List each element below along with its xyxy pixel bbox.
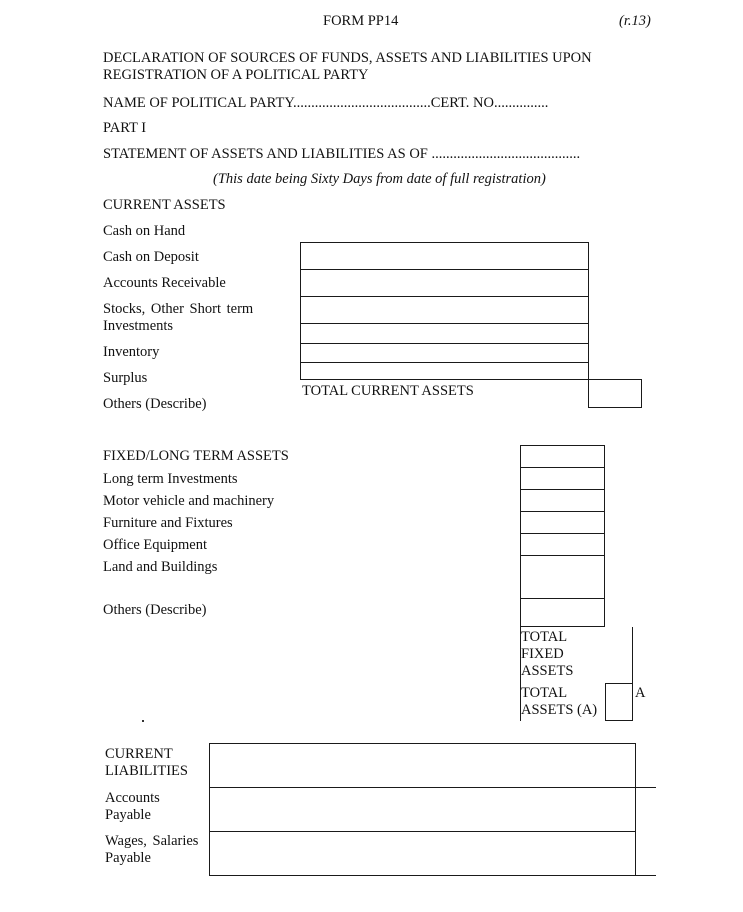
accounts-payable-input[interactable] [210, 788, 635, 831]
motor-vehicle-label: Motor vehicle and machinery [103, 493, 275, 509]
declaration-title-line-2: REGISTRATION OF A POLITICAL PARTY [103, 67, 369, 83]
stocks-label-line-1: Stocks, Other Short term [103, 301, 254, 317]
current-liabilities-input[interactable] [210, 744, 635, 787]
total-fixed-line-1: TOTAL [521, 629, 568, 645]
stocks-input[interactable] [301, 297, 588, 323]
cash-on-hand-label: Cash on Hand [103, 223, 186, 239]
declaration-title-line-1: DECLARATION OF SOURCES OF FUNDS, ASSETS AND LIABILITIES UPON [103, 50, 592, 66]
party-name-label: NAME OF POLITICAL PARTY [103, 95, 293, 111]
current-liabilities-heading-line-1: CURRENT [105, 746, 173, 762]
accounts-receivable-input[interactable] [301, 270, 588, 296]
others-fixed-input[interactable] [521, 599, 604, 626]
wages-payable-input[interactable] [210, 832, 635, 875]
current-liabilities-heading-line-2: LIABILITIES [105, 763, 188, 779]
fixed-assets-heading: FIXED/LONG TERM ASSETS [103, 448, 289, 464]
accounts-receivable-label: Accounts Receivable [103, 275, 226, 291]
others-current-input[interactable] [301, 363, 588, 379]
cert-no-dots: ............... [494, 95, 549, 111]
total-fixed-assets-input[interactable] [606, 627, 632, 683]
land-buildings-label: Land and Buildings [103, 559, 218, 575]
total-current-assets-label: TOTAL CURRENT ASSETS [302, 383, 474, 399]
stocks-label-line-2: Investments [103, 318, 174, 334]
rule-reference: (r.13) [619, 13, 651, 29]
total-fixed-line-3: ASSETS [521, 663, 574, 679]
wages-payable-line-1: Wages, Salaries [105, 833, 199, 849]
office-equipment-label: Office Equipment [103, 537, 208, 553]
total-assets-line-2: ASSETS (A) [521, 702, 598, 718]
statement-dots: ......................................... [431, 146, 581, 162]
total-fixed-line-2: FIXED [521, 646, 564, 662]
total-assets-line-1: TOTAL [521, 685, 568, 701]
party-name-dots: ...................................... [292, 95, 431, 111]
total-assets-input[interactable] [605, 683, 633, 721]
others-current-label: Others (Describe) [103, 396, 207, 412]
furniture-label: Furniture and Fixtures [103, 515, 233, 531]
grid-divider [636, 875, 656, 876]
long-term-investments-input[interactable] [521, 468, 604, 489]
accounts-payable-line-2: Payable [105, 807, 151, 823]
total-current-assets-input[interactable] [588, 379, 642, 408]
surplus-input[interactable] [301, 344, 588, 362]
statement-label: STATEMENT OF ASSETS AND LIABILITIES AS OF [103, 146, 428, 162]
cert-no-label: CERT. NO [430, 95, 494, 111]
furniture-input[interactable] [521, 512, 604, 533]
cash-on-deposit-input[interactable] [301, 243, 588, 269]
long-term-investments-label: Long term Investments [103, 471, 238, 487]
surplus-label: Surplus [103, 370, 148, 386]
cash-on-deposit-label: Cash on Deposit [103, 249, 199, 265]
total-assets-marker: A [635, 685, 646, 701]
date-note: (This date being Sixty Days from date of full registration) [213, 171, 546, 187]
print-speck [142, 720, 144, 722]
wages-payable-line-2: Payable [105, 850, 151, 866]
statement-date-field[interactable] [103, 146, 580, 162]
land-buildings-input[interactable] [521, 556, 604, 598]
others-fixed-label: Others (Describe) [103, 602, 207, 618]
accounts-payable-line-1: Accounts [105, 790, 160, 806]
party-name-field[interactable] [103, 95, 548, 111]
part-label: PART I [103, 120, 147, 136]
current-assets-heading: CURRENT ASSETS [103, 197, 226, 213]
motor-vehicle-input[interactable] [521, 490, 604, 511]
inventory-label: Inventory [103, 344, 160, 360]
inventory-input[interactable] [301, 324, 588, 343]
form-code: FORM PP14 [323, 13, 399, 29]
office-equipment-input[interactable] [521, 534, 604, 555]
